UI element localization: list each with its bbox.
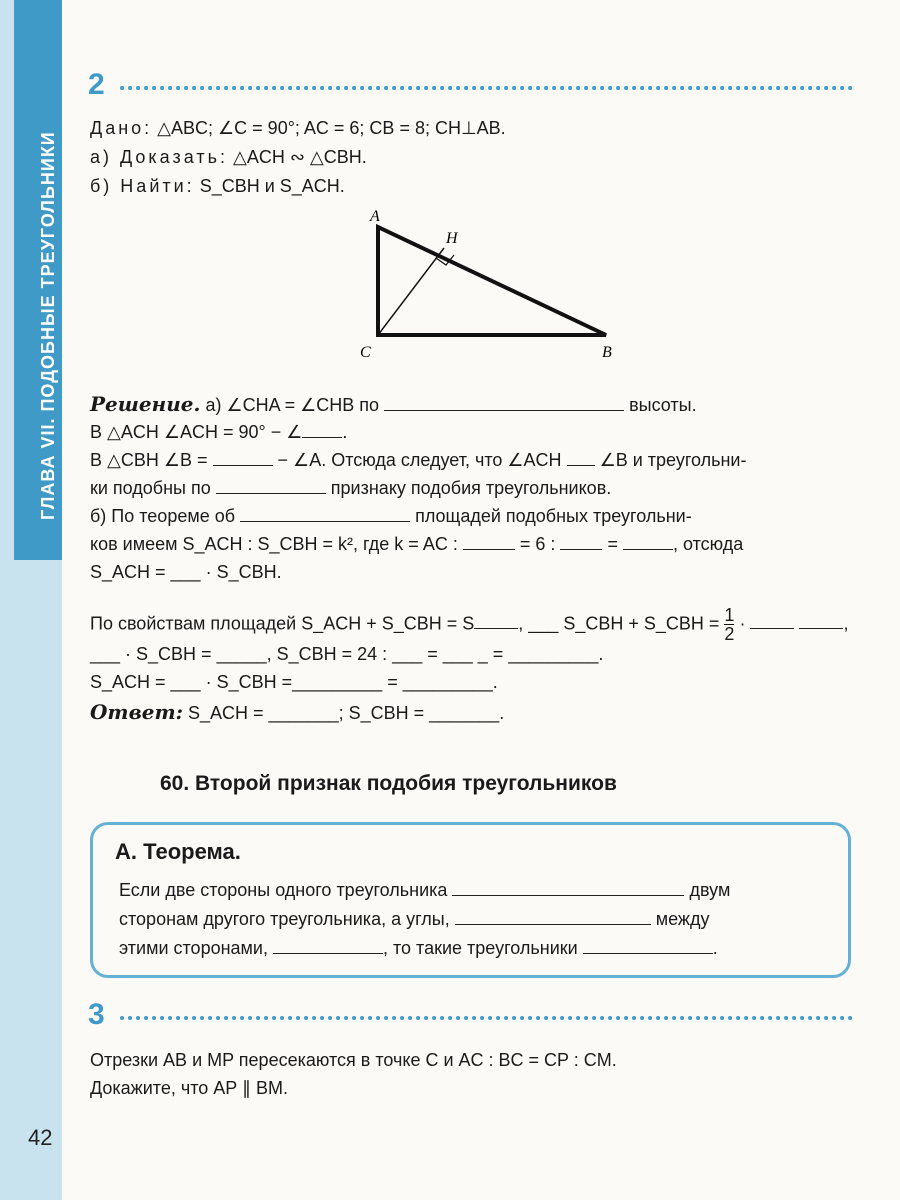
solution-line-4 [90, 476, 611, 500]
blank-field[interactable] [560, 533, 602, 550]
solution-b2-mid1: = 6 : [519, 534, 556, 554]
solution-line-7: S_ACH = ___ · S_CBH. [90, 562, 282, 582]
solution-label: Решение. [90, 392, 201, 416]
solution-line-2: В △ACH ∠ACH = 90° − ∠ . [90, 422, 348, 442]
blank-field[interactable] [213, 449, 273, 466]
solution-a4-start: ки подобны по [90, 478, 211, 498]
solution-line-8: По свойствам площадей S_ACH + S_CBH = S , ___ S_CBH + S_CBH = $\frac{1}{2}$ · , [90, 605, 849, 644]
label-c: C [360, 344, 371, 361]
solution-line-9: ___ · S_CBH = _____, S_CBH = 24 : ___ = ___ _ = _________. [90, 644, 604, 664]
answer-line [90, 700, 504, 725]
label-b: B [602, 344, 612, 361]
blank-field[interactable] [455, 908, 651, 925]
task-number: 3 [88, 998, 105, 1031]
task-number: 2 [88, 68, 105, 101]
chapter-sidebar [0, 0, 62, 1200]
blank-field[interactable] [567, 449, 595, 466]
prove-line [90, 145, 367, 169]
theorem-label: А. Теорема. [115, 839, 241, 864]
solution-b4-mid: , ___ S_CBH + S_CBH = [518, 613, 720, 634]
find-text: S_CBH и S_ACH. [199, 176, 345, 196]
solution-line-5 [90, 504, 692, 528]
solution-b1-end: площадей подобных треугольни- [415, 506, 692, 526]
solution-line-6 [90, 532, 743, 556]
solution-b2-start: ков имеем S_ACH : S_CBH = k², где k = AC : [90, 534, 458, 554]
find-line [90, 174, 345, 198]
solution-b2-mid2: = [607, 534, 618, 554]
solution-a3-mid: − ∠A. Отсюда следует, что ∠ACH [277, 450, 562, 470]
altitude-ch [378, 248, 444, 335]
blank-field[interactable] [452, 879, 684, 896]
theorem-line-1: Если две стороны одного треугольника двум [119, 880, 731, 900]
find-label: б) Найти: [90, 176, 195, 196]
dotted-divider [120, 86, 853, 90]
given-line [90, 116, 506, 140]
given-text: △ABC; ∠C = 90°; AC = 6; CB = 8; CH⊥AB. [157, 118, 506, 138]
label-h: H [446, 230, 458, 247]
triangle-abc [378, 227, 606, 335]
answer-text: S_ACH = _______; S_CBH = _______. [188, 703, 505, 723]
page-number: 42 [28, 1125, 53, 1150]
task-2-header [88, 68, 853, 102]
solution-a3-end: ∠B и треугольни- [599, 450, 747, 470]
dotted-divider [120, 1016, 853, 1020]
blank-field[interactable] [273, 937, 383, 954]
prove-label: а) Доказать: [90, 147, 228, 167]
blank-field[interactable] [623, 533, 673, 550]
blank-field[interactable] [750, 612, 794, 629]
theorem-box [90, 822, 851, 978]
solution-line-1 [90, 392, 697, 417]
solution-a1: а) ∠CHA = ∠CHB по [205, 395, 380, 415]
blank-field[interactable] [474, 612, 518, 629]
topic-title: 60. Второй признак подобия треугольников [160, 772, 617, 795]
triangle-figure [350, 205, 640, 365]
blank-field[interactable] [799, 612, 843, 629]
solution-b2-end: , отсюда [672, 534, 744, 554]
blank-field[interactable] [463, 533, 515, 550]
blank-field[interactable] [240, 505, 410, 522]
blank-field[interactable] [384, 394, 624, 411]
blank-field[interactable] [302, 421, 342, 438]
task-3-line-2: Докажите, что AP ∥ BM. [90, 1078, 288, 1098]
prove-text: △ACH ∾ △CBH. [233, 147, 367, 167]
blank-field[interactable] [216, 477, 326, 494]
solution-b1-start: б) По теореме об [90, 506, 236, 526]
task-3-line-1: Отрезки AB и MP пересекаются в точке C и AC : BC = CP : CM. [90, 1050, 617, 1070]
solution-a4-end: признаку подобия треугольников. [330, 478, 612, 498]
fraction-one-half: $\frac{1}{2}$ [724, 605, 735, 644]
blank-field[interactable] [583, 937, 713, 954]
given-label: Дано: [90, 118, 153, 138]
task-3-header [88, 998, 853, 1032]
solution-line-3 [90, 448, 746, 472]
theorem-line-3: этими сторонами, , то такие треугольники . [119, 938, 718, 958]
theorem-line-2: сторонам другого треугольника, а углы, между [119, 909, 710, 929]
solution-b4-start: По свойствам площадей S_ACH + S_CBH = S [90, 613, 475, 634]
solution-line-10: S_ACH = ___ · S_CBH =_________ = _________. [90, 672, 498, 692]
chapter-title: ГЛАВА VII. ПОДОБНЫЕ ТРЕУГОЛЬНИКИ [38, 131, 58, 520]
label-a: A [370, 208, 380, 225]
solution-a2: В △ACH ∠ACH = 90° − ∠ [90, 422, 303, 442]
solution-a3-start: В △CBH ∠B = [90, 450, 208, 470]
solution-a1-end: высоты. [629, 395, 697, 415]
answer-label: Ответ: [90, 700, 183, 724]
